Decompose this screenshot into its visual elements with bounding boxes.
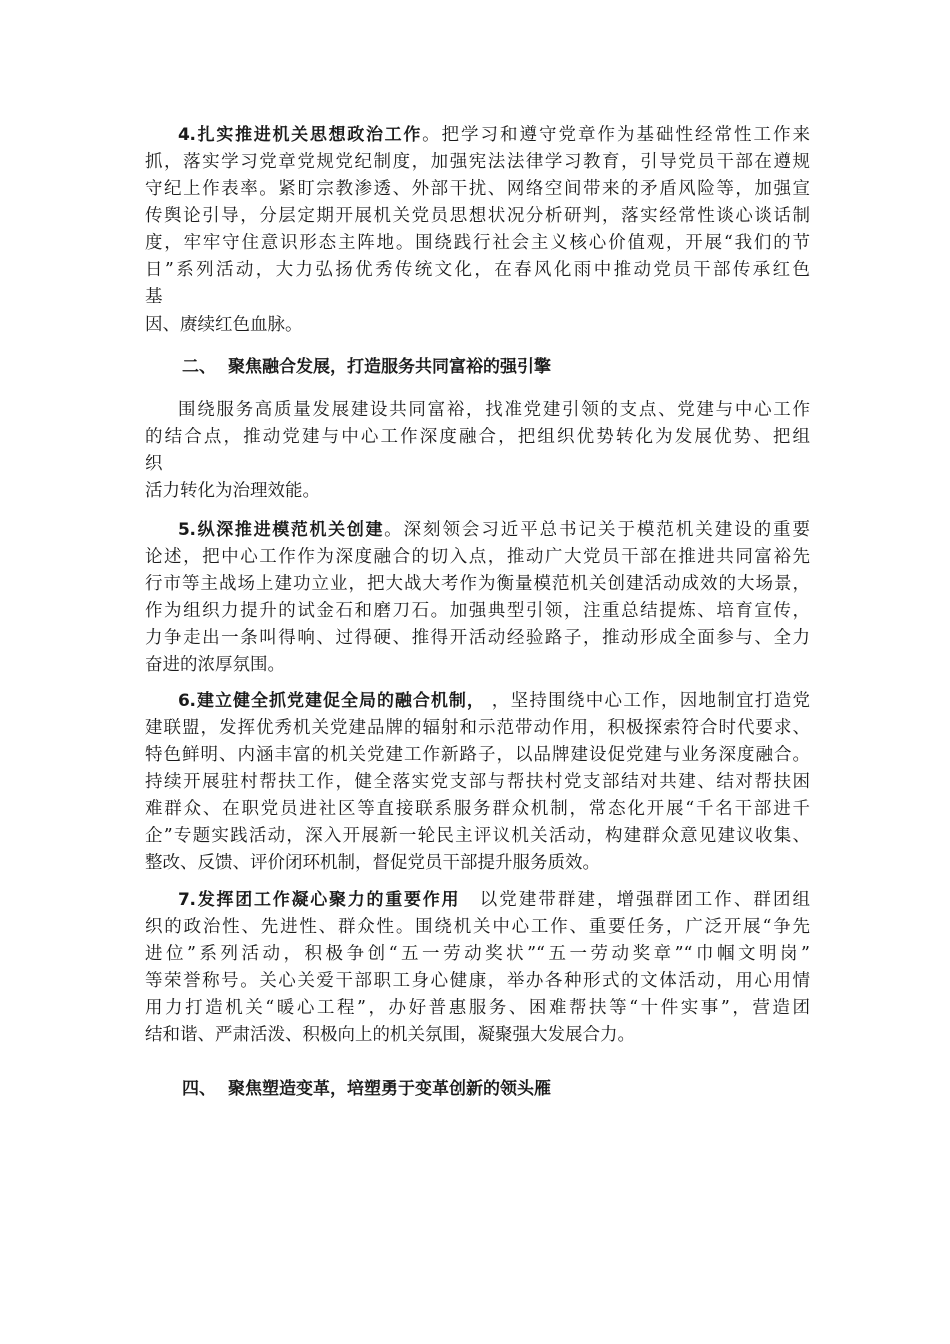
item-4-line-2: 抓，落实学习党章党规党纪制度，加强宪法法律学习教育，引导党员干部在遵规 <box>145 152 810 172</box>
item-5-line-3: 行市等主战场上建功立业，把大战大考作为衡量模范机关创建活动成效的大场景， <box>145 574 810 594</box>
item-5-title-number: 5. <box>178 520 196 540</box>
section-heading-2 <box>182 355 551 379</box>
item-4-title: 扎实推进机关思想政治工作 <box>195 125 423 145</box>
item-6-text: ，坚持围绕中心工作，因地制宜打造党 <box>484 691 811 711</box>
section-heading-2-number: 二、 <box>182 357 216 377</box>
item-6-line-6: 企”专题实践活动，深入开展新一轮民主评议机关活动，构建群众意见建议收集、 <box>145 826 810 846</box>
item-4-text: 。把学习和遵守党章作为基础性经常性工作来 <box>422 125 811 145</box>
item-7-line-6: 结和谐、严肃活泼、积极向上的机关氛围，凝聚强大发展合力。 <box>145 1025 635 1045</box>
item-6-line-4: 持续开展驻村帮扶工作，健全落实党支部与帮扶村党支部结对共建、结对帮扶困 <box>145 772 810 792</box>
item-7-text: 以党建带群建，增强群团工作、群团组 <box>460 890 810 910</box>
item-7-line-1 <box>178 888 810 912</box>
section-heading-2-title: 聚焦融合发展，打造服务共同富裕的强引擎 <box>228 357 551 377</box>
item-7-line-2: 织的政治性、先进性、群众性。围绕机关中心工作、重要任务，广泛开展“争先 <box>145 917 810 937</box>
item-4-line-7: 基 <box>145 287 163 307</box>
item-6-line-3: 特色鲜明、内涵丰富的机关党建工作新路子，以品牌建设促党建与业务深度融合。 <box>145 745 810 765</box>
paragraph-line-2: 的结合点，推动党建与中心工作深度融合，把组织优势转化为发展优势、把组 <box>145 427 810 447</box>
item-5-line-6: 奋进的浓厚氛围。 <box>145 655 285 675</box>
item-6-line-2: 建联盟，发挥优秀机关党建品牌的辐射和示范带动作用，积极探索符合时代要求、 <box>145 718 810 738</box>
paragraph-line-1: 围绕服务高质量发展建设共同富裕，找准党建引领的支点、党建与中心工作 <box>178 400 810 420</box>
item-7-line-3: 进位”系列活动，积极争创“五一劳动奖状”“五一劳动奖章”“巾帼文明岗” <box>145 944 810 964</box>
item-4-line-3: 守纪上作表率。紧盯宗教渗透、外部干扰、网络空间带来的矛盾风险等，加强宣 <box>145 179 810 199</box>
item-4-line-4: 传舆论引导，分层定期开展机关党员思想状况分析研判，落实经常性谈心谈话制 <box>145 206 810 226</box>
item-5-line-4: 作为组织力提升的试金石和磨刀石。加强典型引领，注重总结提炼、培育宣传， <box>145 601 810 621</box>
paragraph-line-3: 织 <box>145 454 163 474</box>
item-6-line-7: 整改、反馈、评价闭环机制，督促党员干部提升服务质效。 <box>145 853 600 873</box>
item-4-line-1 <box>178 123 810 147</box>
item-6-line-5: 难群众、在职党员进社区等直接联系服务群众机制，常态化开展“千名干部进千 <box>145 799 810 819</box>
item-6-title-number: 6. <box>178 691 196 711</box>
item-7-title: 发挥团工作凝心聚力的重要作用 <box>195 890 461 910</box>
paragraph-line-4: 活力转化为治理效能。 <box>145 481 320 501</box>
item-4-title-number: 4. <box>178 125 196 145</box>
item-5-line-5: 力争走出一条叫得响、过得硬、推得开活动经验路子，推动形成全面参与、全力 <box>145 628 810 648</box>
item-5-text: 。深刻领会习近平总书记关于模范机关建设的重要 <box>384 520 811 540</box>
item-4-line-8: 因、赓续红色血脉。 <box>145 315 303 335</box>
item-5-title: 纵深推进模范机关创建 <box>195 520 385 540</box>
item-4-line-5: 度，牢牢守住意识形态主阵地。围绕践行社会主义核心价值观，开展“我们的节 <box>145 233 810 253</box>
item-6-title: 建立健全抓党建促全局的融合机制， <box>195 691 485 711</box>
item-5-line-2: 论述，把中心工作作为深度融合的切入点，推动广大党员干部在推进共同富裕先 <box>145 547 810 567</box>
item-6-line-1 <box>178 689 810 713</box>
section-heading-4-number: 四、 <box>182 1079 216 1099</box>
item-7-line-4: 等荣誉称号。关心关爱干部职工身心健康，举办各种形式的文体活动，用心用情 <box>145 971 810 991</box>
item-7-title-number: 7. <box>178 890 196 910</box>
section-heading-4 <box>182 1077 551 1101</box>
item-4-line-6: 日”系列活动，大力弘扬优秀传统文化，在春风化雨中推动党员干部传承红色 <box>145 260 810 280</box>
section-heading-4-title: 聚焦塑造变革，培塑勇于变革创新的领头雁 <box>228 1079 551 1099</box>
item-7-line-5: 用力打造机关“暖心工程”，办好普惠服务、困难帮扶等“十件实事”，营造团 <box>145 998 810 1018</box>
item-5-line-1 <box>178 518 810 542</box>
